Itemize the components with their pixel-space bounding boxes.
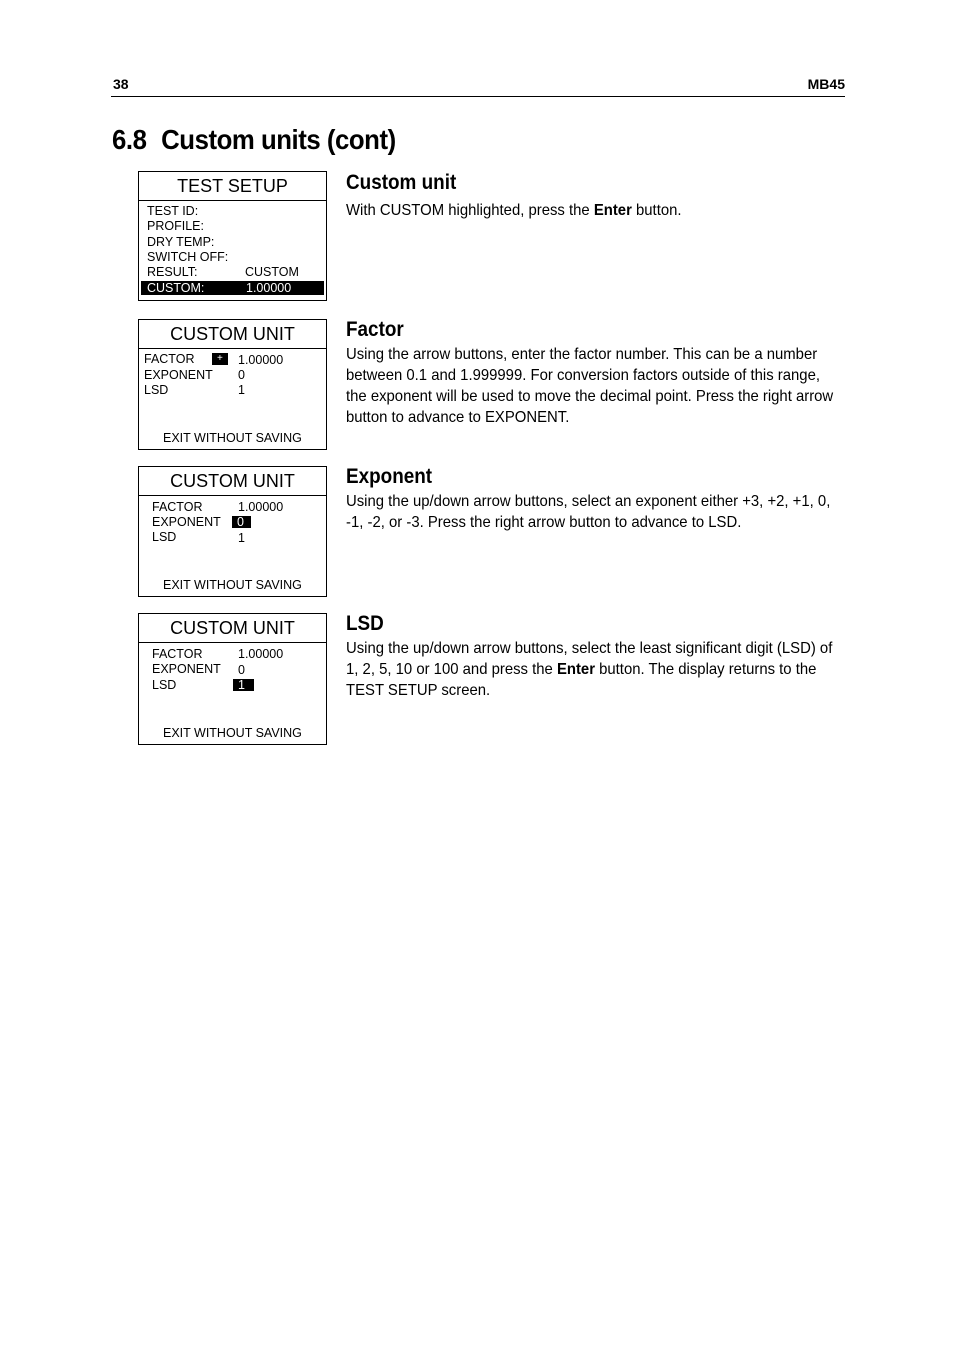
exit-without-saving: EXIT WITHOUT SAVING xyxy=(163,578,302,592)
lcd-title: CUSTOM UNIT xyxy=(139,614,326,643)
lcd-row-value: 1 xyxy=(238,383,245,397)
selected-value: 0 xyxy=(232,516,251,528)
lcd-row-value: 0 xyxy=(238,368,245,382)
step-text-lsd xyxy=(346,638,842,701)
lcd-title: CUSTOM UNIT xyxy=(139,467,326,496)
lcd-row-value: 0 xyxy=(238,663,245,677)
lcd-row-label: LSD xyxy=(152,530,177,544)
exit-without-saving: EXIT WITHOUT SAVING xyxy=(163,431,302,445)
step-title-lsd: LSD xyxy=(346,612,384,635)
lcd-row-label: TEST ID: xyxy=(147,204,199,218)
step-text-part: Using the up/down arrow buttons, select the least significant digit (LSD) of 1, 2, 5, 10 or 100 and press the xyxy=(346,640,833,678)
enter-key-label: Enter xyxy=(593,202,632,219)
lcd-row-label: LSD xyxy=(144,383,169,397)
step-text-factor: Using the arrow buttons, enter the factor number. This can be a number between 0.1 and 1.999999. For conversion factors outside of this range, the exponent will be used to move the decimal point. Press the right arrow button to advance to EXPONENT. xyxy=(346,346,834,426)
step-title-exponent: Exponent xyxy=(346,465,433,488)
lcd-row-label: EXPONENT xyxy=(152,515,221,529)
lcd-row-label: PROFILE: xyxy=(147,219,204,233)
lcd-row-label: EXPONENT xyxy=(144,368,213,382)
lcd-row-value: 1.00000 xyxy=(238,500,284,514)
lcd-body xyxy=(139,349,326,449)
lcd-row-value: 1.00000 xyxy=(238,353,284,367)
step-text-part: button. The display returns to the TEST SETUP screen. xyxy=(346,661,817,699)
lcd-row-label: CUSTOM: xyxy=(147,281,205,295)
lcd-body xyxy=(139,496,326,596)
section-title xyxy=(112,124,396,156)
lcd-row-label: RESULT: xyxy=(147,265,198,279)
step-title-custom-unit: Custom unit xyxy=(346,171,457,194)
lcd-row-label: LSD xyxy=(152,678,177,692)
lcd-screen-lsd xyxy=(138,613,327,745)
lcd-title: CUSTOM UNIT xyxy=(139,320,326,349)
lcd-screen-exponent xyxy=(138,466,327,597)
lcd-row-label: FACTOR xyxy=(144,352,195,366)
selected-value: 1 xyxy=(233,679,254,691)
lcd-screen-factor xyxy=(138,319,327,450)
step-text-exponent: Using the up/down arrow buttons, select an exponent either +3, +2, +1, 0, -1, -2, or -3. Press the right arrow button to advance to LSD. xyxy=(346,493,831,531)
step-text-part: With CUSTOM highlighted, press the xyxy=(346,202,594,219)
lcd-row-value: 1.00000 xyxy=(246,281,292,295)
enter-key-label: Enter xyxy=(556,661,595,678)
lcd-title: TEST SETUP xyxy=(139,172,326,201)
lcd-row-label: FACTOR xyxy=(152,647,203,661)
exit-without-saving: EXIT WITHOUT SAVING xyxy=(163,726,302,740)
lcd-screen-test-setup xyxy=(138,171,327,301)
product-name: MB45 xyxy=(807,76,845,92)
lcd-row-label: EXPONENT xyxy=(152,662,221,676)
section-number: 6.8 xyxy=(112,124,147,155)
page-number: 38 xyxy=(113,76,129,92)
step-title-factor: Factor xyxy=(346,318,404,341)
lcd-row-value: 1 xyxy=(238,531,245,545)
lcd-body xyxy=(139,201,326,300)
lcd-row-label: FACTOR xyxy=(152,500,203,514)
section-title-text: Custom units (cont) xyxy=(161,124,396,155)
step-text-part: button. xyxy=(631,202,682,219)
lcd-row-value: CUSTOM xyxy=(245,265,299,279)
step-text-custom-unit xyxy=(346,200,842,221)
header-divider xyxy=(111,96,845,97)
cursor-marker: + xyxy=(212,353,228,365)
lcd-body xyxy=(139,643,326,744)
lcd-row-label: DRY TEMP: xyxy=(147,235,215,249)
lcd-row-label: SWITCH OFF: xyxy=(147,250,229,264)
lcd-row-value: 1.00000 xyxy=(238,647,284,661)
